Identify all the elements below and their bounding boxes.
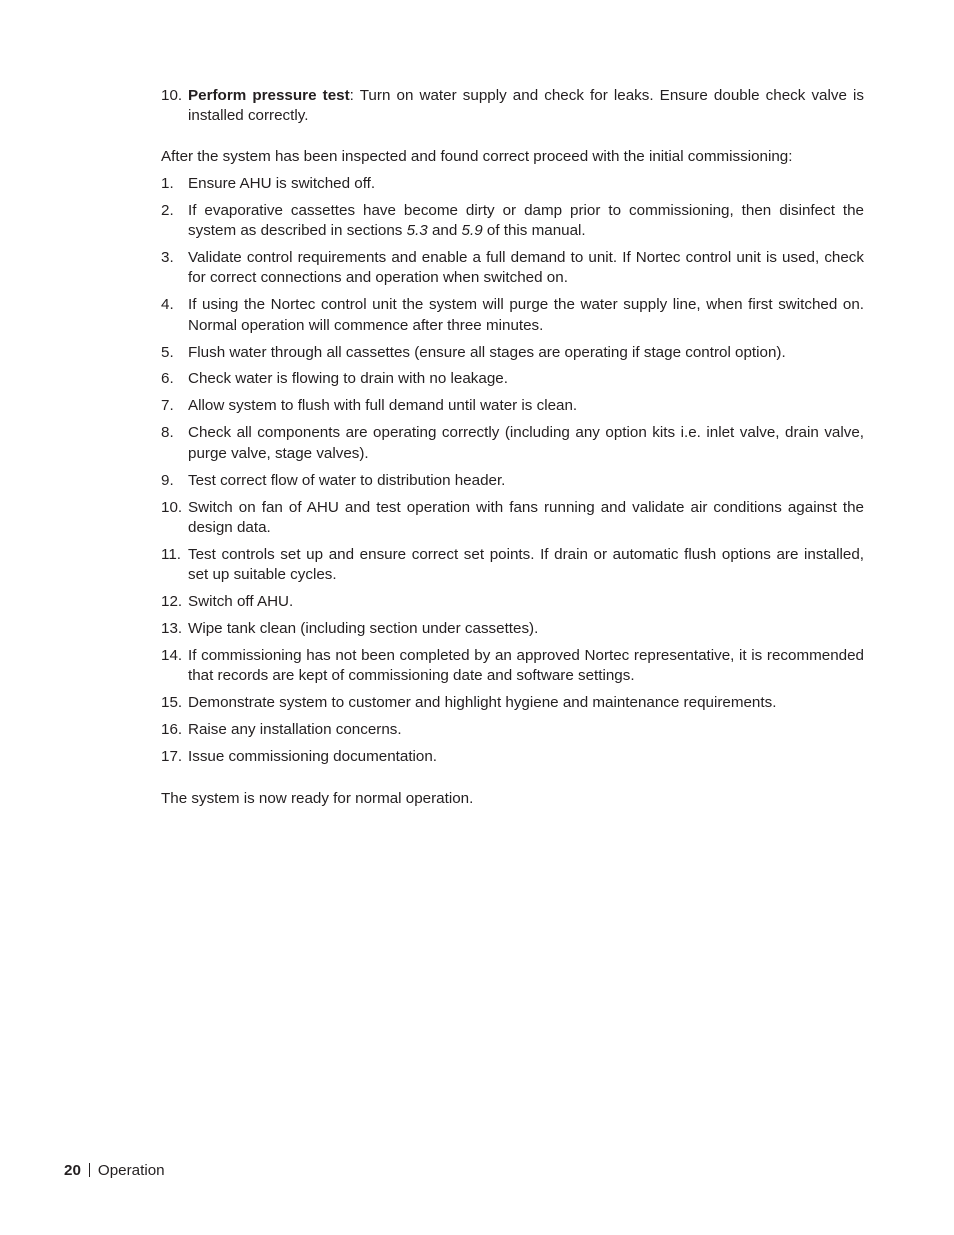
list-item bbox=[161, 369, 864, 389]
list-text: Test correct flow of water to distribution header. bbox=[188, 471, 506, 489]
list-text: Issue commissioning documentation. bbox=[188, 748, 438, 766]
list-text: Flush water through all cassettes (ensure all stages are operating if stage control option). bbox=[188, 343, 786, 361]
list-number: 10. bbox=[161, 498, 183, 516]
list-number: 4. bbox=[161, 296, 174, 314]
list-item-pressure-test bbox=[161, 86, 864, 127]
list-item bbox=[161, 174, 864, 194]
list-item bbox=[161, 498, 864, 539]
section-reference: 5.3 bbox=[406, 222, 428, 240]
page-footer bbox=[64, 1161, 165, 1181]
list-item bbox=[161, 592, 864, 612]
list-number: 1. bbox=[161, 174, 174, 192]
list-text: and bbox=[427, 222, 462, 240]
list-item bbox=[161, 396, 864, 416]
list-text: Demonstrate system to customer and highlight hygiene and maintenance requirements. bbox=[188, 694, 777, 712]
footer-divider bbox=[89, 1163, 90, 1177]
section-name: Operation bbox=[97, 1162, 165, 1179]
list-text: Validate control requirements and enable a full demand to unit. If Nortec control unit is used, check for correct connections and operation when switched on. bbox=[188, 248, 864, 287]
list-item bbox=[161, 545, 864, 586]
list-text: Ensure AHU is switched off. bbox=[188, 174, 376, 192]
list-number: 2. bbox=[161, 201, 174, 219]
list-number: 12. bbox=[161, 593, 183, 611]
list-text: of this manual. bbox=[482, 222, 586, 240]
list-number: 13. bbox=[161, 620, 183, 638]
section-reference: 5.9 bbox=[461, 222, 483, 240]
page-content bbox=[161, 86, 864, 810]
list-item bbox=[161, 747, 864, 767]
commissioning-list bbox=[161, 174, 864, 768]
list-text: Switch off AHU. bbox=[188, 593, 294, 611]
list-text: If evaporative cassettes have become dirty or damp prior to commissioning, then disinfect the system as described in sections bbox=[188, 201, 864, 240]
intro-paragraph: After the system has been inspected and found correct proceed with the initial commissioning: bbox=[161, 147, 793, 165]
step-text: : Turn on water supply and check for leaks. Ensure double check valve is installed correctly. bbox=[188, 87, 864, 125]
list-number: 10. bbox=[161, 87, 183, 104]
list-text: Allow system to flush with full demand until water is clean. bbox=[188, 397, 578, 415]
list-number: 5. bbox=[161, 343, 174, 361]
list-item bbox=[161, 619, 864, 639]
list-item bbox=[161, 201, 864, 242]
list-number: 8. bbox=[161, 424, 174, 442]
list-item bbox=[161, 423, 864, 464]
list-text: If using the Nortec control unit the system will purge the water supply line, when first switched on. Normal operation will commence after three minutes. bbox=[188, 296, 864, 334]
page-number: 20 bbox=[64, 1162, 81, 1179]
list-number: 11. bbox=[161, 545, 181, 563]
list-text: Wipe tank clean (including section under cassettes). bbox=[188, 620, 539, 638]
list-text: Raise any installation concerns. bbox=[188, 721, 402, 739]
list-number: 16. bbox=[161, 721, 183, 739]
list-item bbox=[161, 693, 864, 713]
list-text: Check all components are operating correctly (including any option kits i.e. inlet valve, drain valve, purge valve, stage valves). bbox=[188, 424, 864, 462]
list-item bbox=[161, 248, 864, 289]
list-number: 14. bbox=[161, 646, 183, 664]
list-text: Switch on fan of AHU and test operation with fans running and validate air conditions against the design data. bbox=[188, 498, 864, 536]
list-number: 15. bbox=[161, 694, 183, 712]
list-item bbox=[161, 295, 864, 336]
list-number: 9. bbox=[161, 471, 174, 489]
list-number: 17. bbox=[161, 748, 183, 766]
closing-paragraph: The system is now ready for normal operation. bbox=[161, 790, 474, 808]
list-number: 6. bbox=[161, 370, 174, 388]
list-text: If commissioning has not been completed by an approved Nortec representative, it is recommended that records are kept of commissioning date and software settings. bbox=[188, 646, 864, 685]
list-text: Test controls set up and ensure correct set points. If drain or automatic flush options are installed, set up suitable cycles. bbox=[188, 545, 864, 584]
list-item bbox=[161, 720, 864, 740]
list-item bbox=[161, 343, 864, 363]
list-number: 3. bbox=[161, 248, 174, 266]
list-number: 7. bbox=[161, 397, 174, 415]
list-item bbox=[161, 646, 864, 687]
step-heading: Perform pressure test bbox=[188, 87, 350, 104]
list-text: Check water is flowing to drain with no leakage. bbox=[188, 370, 508, 388]
list-item bbox=[161, 471, 864, 491]
